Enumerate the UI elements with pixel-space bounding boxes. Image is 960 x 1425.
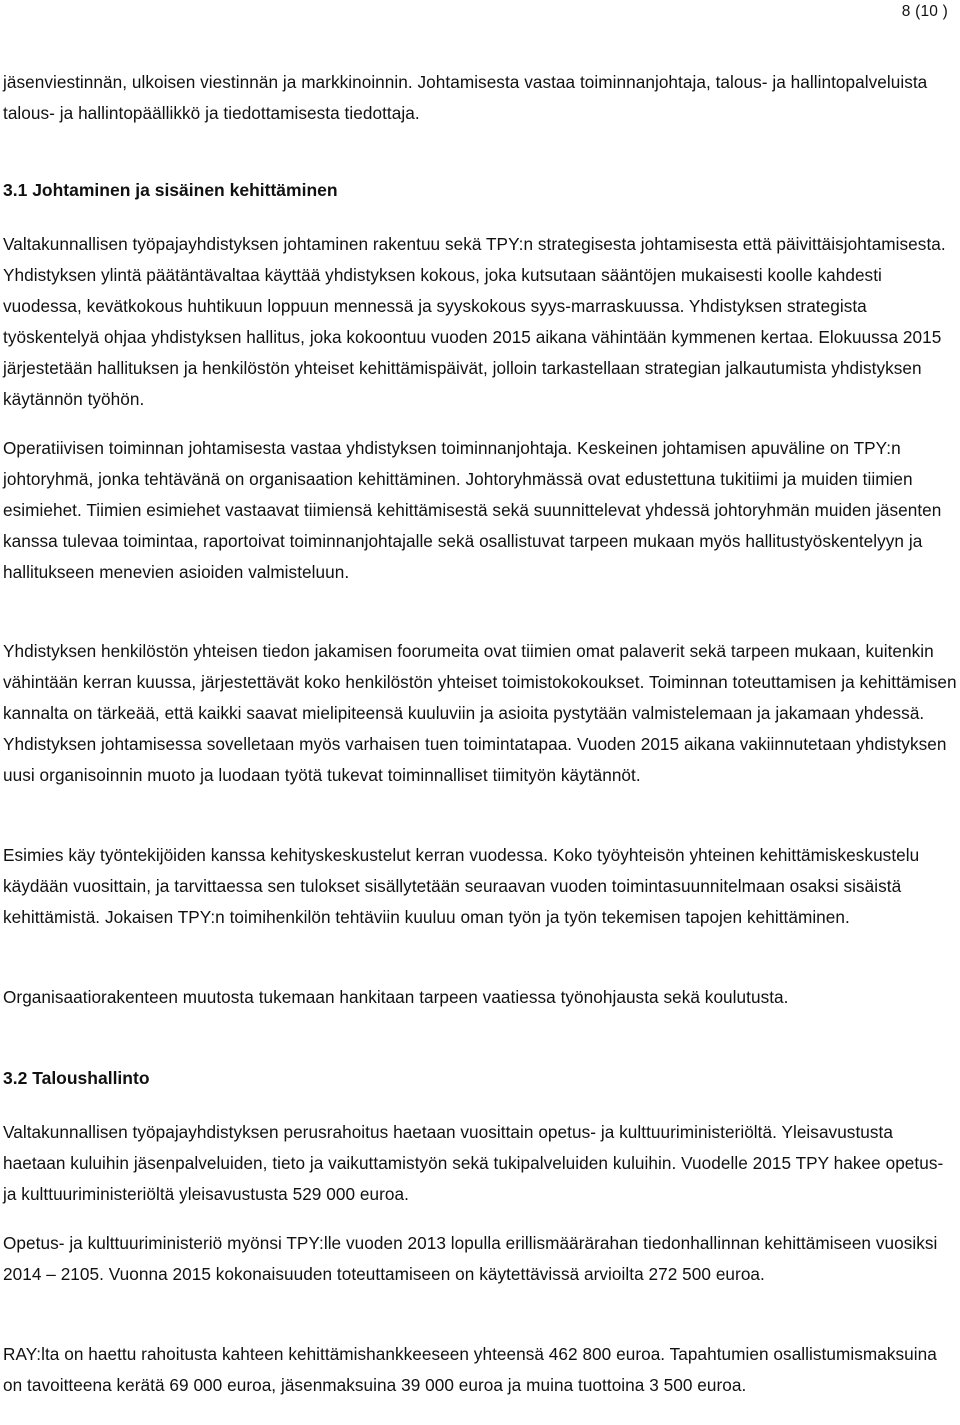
paragraph-ray-funding: RAY:lta on haettu rahoitusta kahteen kehittämishankkeeseen yhteensä 462 800 euroa. Tapahtumien osallistumismaksuina on tavoitteena kerätä 69 000 euroa, jäsenmaksuina 39 000 euroa ja muina tuottoina 3 500 euroa. [3, 1344, 937, 1395]
paragraph-staff-information-sharing: Yhdistyksen henkilöstön yhteisen tiedon jakamisen foorumeita ovat tiimien omat palaverit sekä tarpeen mukaan, kuitenkin vähintään kerran kuussa, järjestettävät koko henkilöstön yhteiset toimistokokoukset. Toiminnan toteuttamisen ja kehittämisen kannalta on tärkeää, että kaikki saavat mielipiteensä kuuluviin ja asioita pystytään valmistelemaan ja jakamaan yhdessä. Yhdistyksen johtamisessa sovelletaan myös varhaisen tuen toimintatapaa. Vuoden 2015 aikana vakiinnutetaan yhdistyksen uusi organisoinnin muoto ja luodaan työtä tukevat toiminnalliset tiimityön käytännöt. [3, 641, 957, 785]
paragraph-ministry-grant: Opetus- ja kulttuuriministeriö myönsi TPY:lle vuoden 2013 lopulla erillismäärärahan tiedonhallinnan kehittämiseen vuosiksi 2014 – 2105. Vuonna 2015 kokonaisuuden toteuttamiseen on käytettävissä arvioilta 272 500 euroa. [3, 1233, 938, 1284]
paragraph-leadership-structure: Valtakunnallisen työpajayhdistyksen johtaminen rakentuu sekä TPY:n strategisesta johtamisesta että päivittäisjohtamisesta. Yhdistyksen ylintä päätäntävaltaa käyttää yhdistyksen kokous, joka kutsutaan sääntöjen mukaisesti koolle kahdesti vuodessa, kevätkokous huhtikuun loppuun mennessä ja syyskokous syys-marraskuussa. Yhdistyksen strategista työskentelyä ohjaa yhdistyksen hallitus, joka kokoontuu vuoden 2015 aikana vähintään kymmenen kertaa. Elokuussa 2015 järjestetään hallituksen ja henkilöstön yhteiset kehittämispäivät, jolloin tarkastellaan strategian jalkautumista yhdistyksen käytännön työhön. [3, 234, 946, 409]
intro-paragraph: jäsenviestinnän, ulkoisen viestinnän ja markkinoinnin. Johtamisesta vastaa toiminnanjohtaja, talous- ja hallintopalveluista talous- ja hallintopäällikkö ja tiedottamisesta tiedottaja. [3, 72, 928, 123]
section-heading-3-2: 3.2 Taloushallinto [3, 1068, 150, 1088]
section-heading-3-1: 3.1 Johtaminen ja sisäinen kehittäminen [3, 180, 338, 200]
paragraph-operative-management: Operatiivisen toiminnan johtamisesta vastaa yhdistyksen toiminnanjohtaja. Keskeinen johtamisen apuväline on TPY:n johtoryhmä, jonka tehtävänä on organisaation kehittäminen. Johtoryhmässä ovat edustettuna tukitiimi ja muiden tiimien esimiehet. Tiimien esimiehet vastaavat tiimiensä kehittämisestä sekä suunnittelevat yhdessä johtoryhmän muiden jäsenten kanssa tulevaa toimintaa, raportoivat toiminnanjohtajalle sekä osallistuvat tarpeen mukaan myös hallitustyöskentelyyn ja hallitukseen menevien asioiden valmisteluun. [3, 438, 942, 582]
page-number: 8 (10 ) [901, 3, 948, 20]
paragraph-base-funding: Valtakunnallisen työpajayhdistyksen perusrahoitus haetaan vuosittain opetus- ja kulttuuriministeriöltä. Yleisavustusta haetaan kuluihin jäsenpalveluiden, tieto ja vaikuttamistyön sekä tukipalveluiden kuluihin. Vuodelle 2015 TPY hakee opetus- ja kulttuuriministeriöltä yleisavustusta 529 000 euroa. [3, 1122, 944, 1204]
paragraph-organisation-change: Organisaatiorakenteen muutosta tukemaan hankitaan tarpeen vaatiessa työnohjausta sekä koulutusta. [3, 987, 789, 1007]
paragraph-development-discussions: Esimies käy työntekijöiden kanssa kehityskeskustelut kerran vuodessa. Koko työyhteisön yhteinen kehittämiskeskustelu käydään vuosittain, ja tarvittaessa sen tulokset sisällytetään seuraavan vuoden toimintasuunnitelmaan osaksi sisäistä kehittämistä. Jokaisen TPY:n toimihenkilön tehtäviin kuuluu oman työn ja työn tekemisen tapojen kehittäminen. [3, 845, 920, 927]
